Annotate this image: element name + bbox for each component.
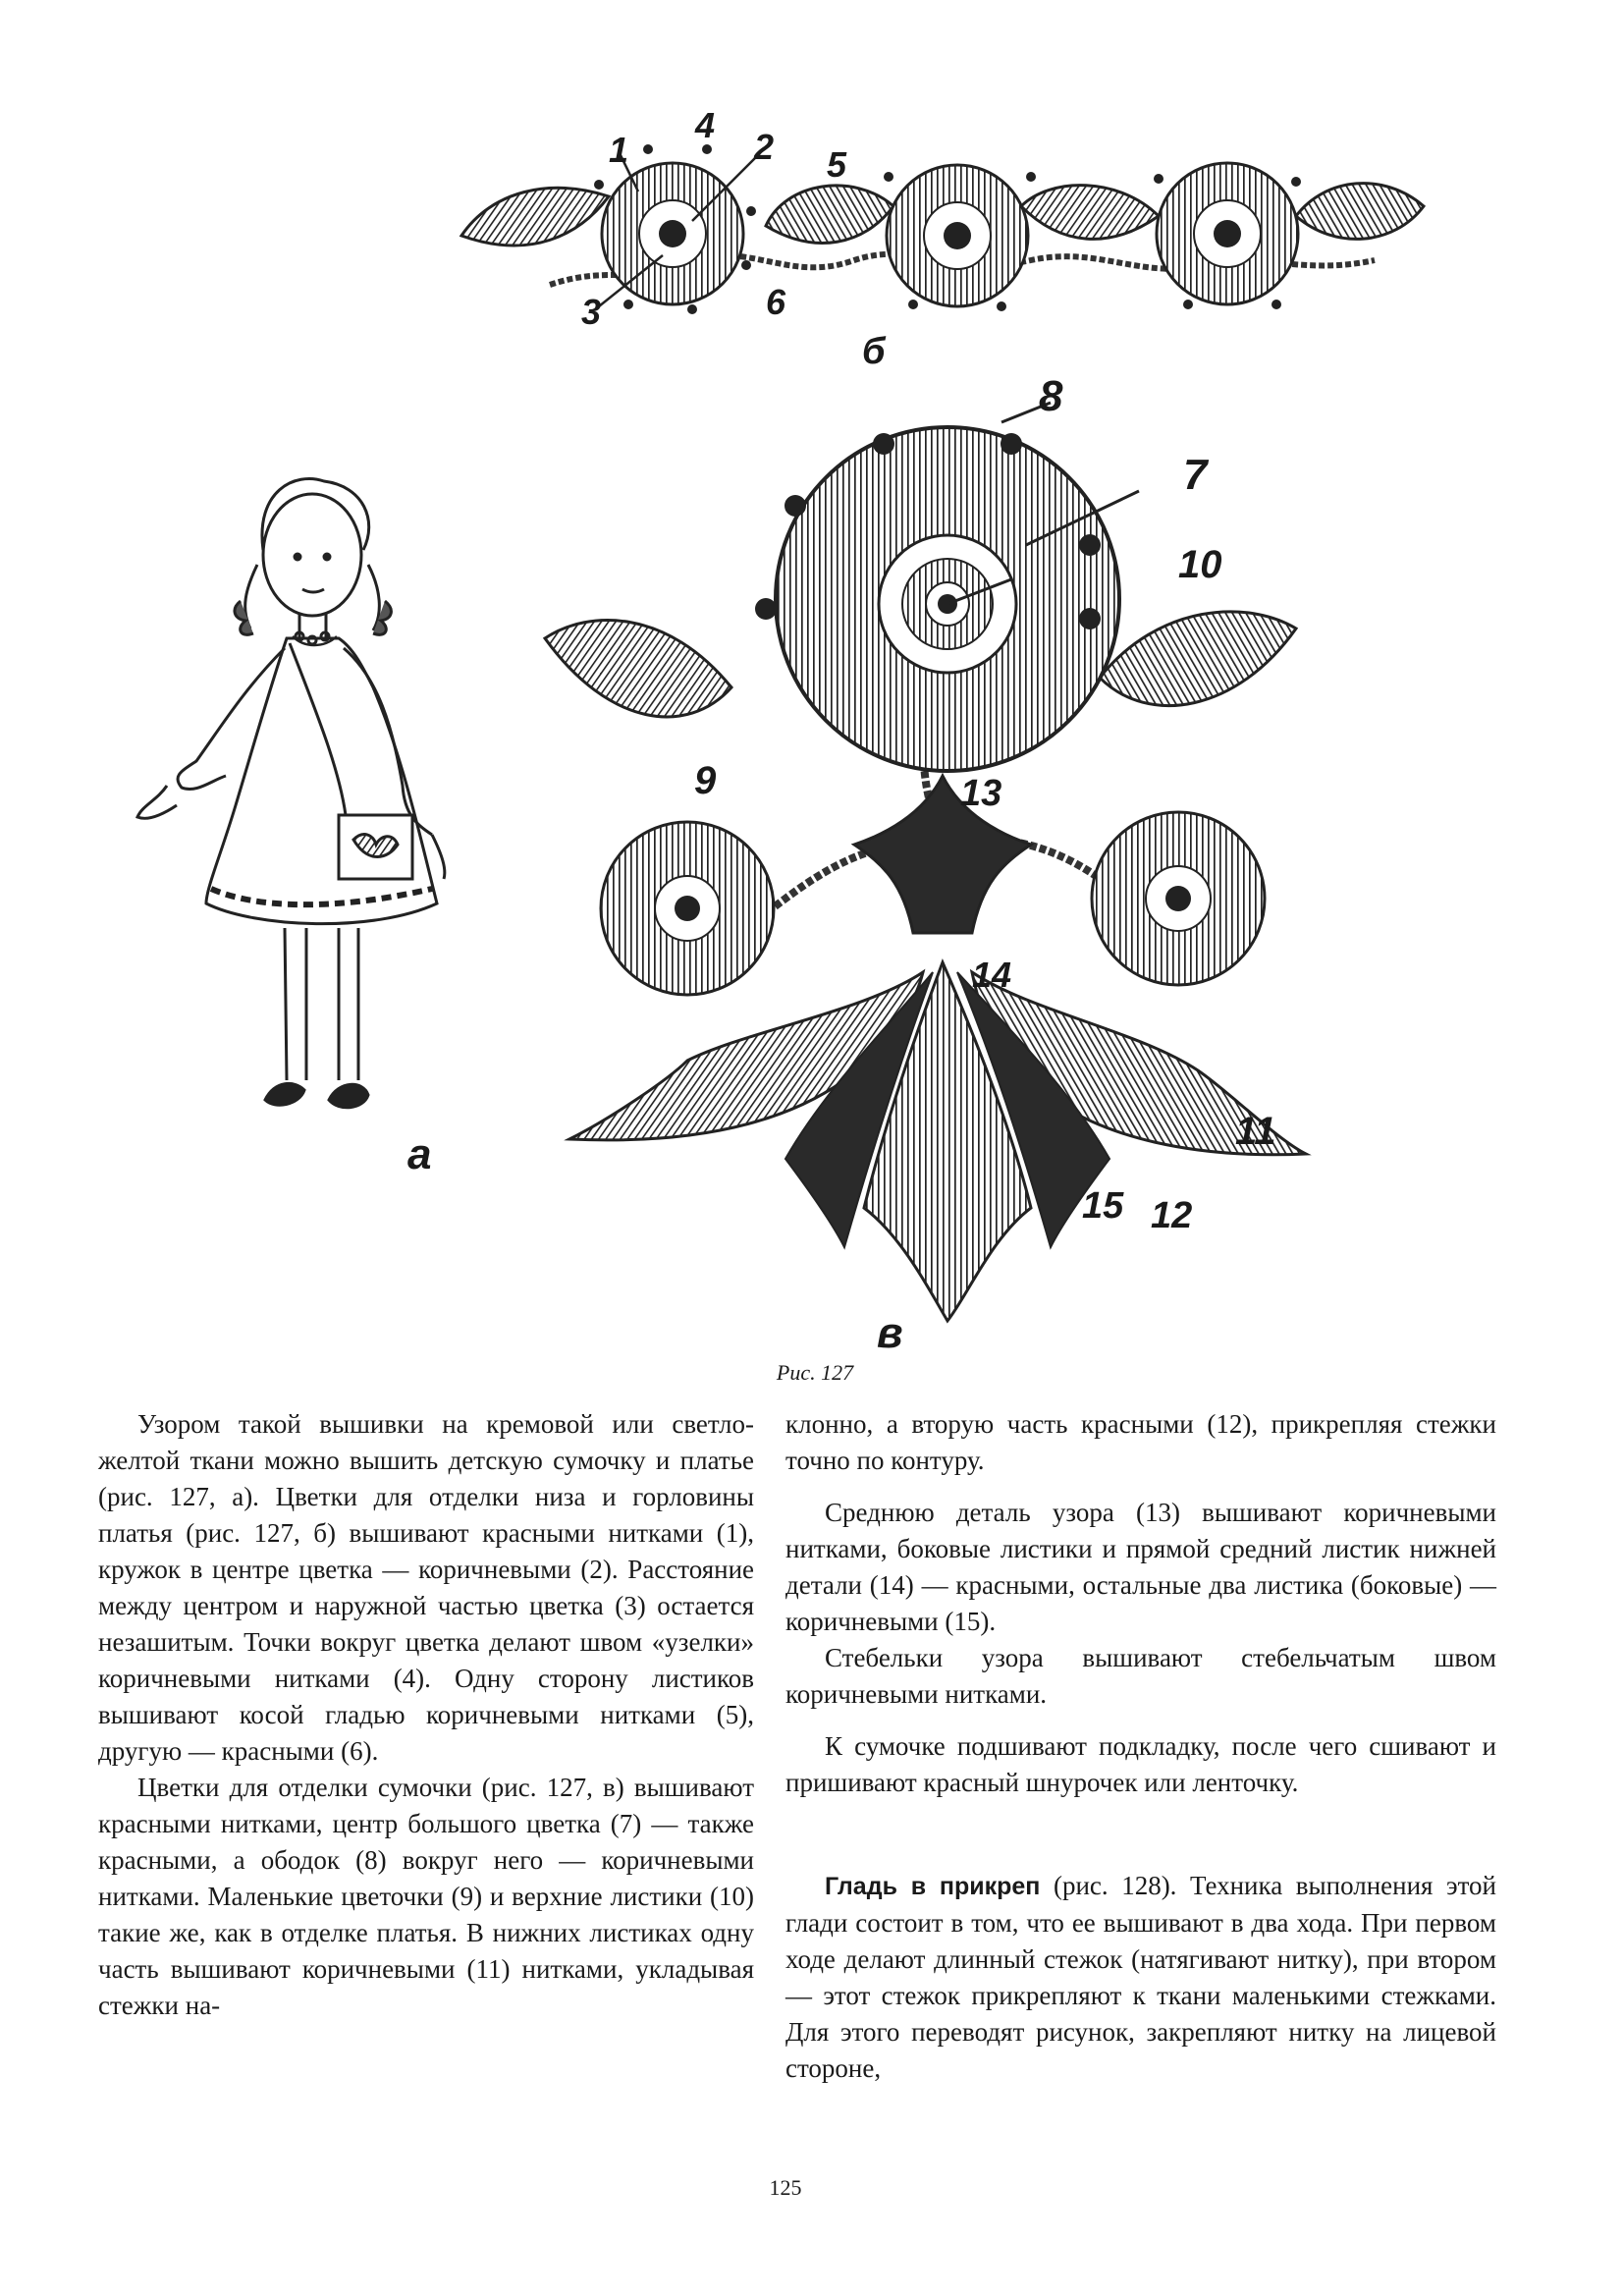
paragraph: клонно, а вторую часть красными (12), прикрепляя стежки точно по контуру. xyxy=(785,1409,1496,1475)
section-paragraph xyxy=(785,1868,1496,2087)
paragraph: Среднюю деталь узора (13) вышивают коричневыми нитками, боковые листики и прямой средний листик нижней детали (14) — красными, остальные два листика (боковые) — коричневыми (15). xyxy=(785,1498,1496,1636)
label-4: 4 xyxy=(695,105,716,145)
label-8: 8 xyxy=(1039,372,1063,420)
bag-motif xyxy=(545,403,1306,1321)
text-column-right xyxy=(785,1406,1496,2087)
border-pattern xyxy=(461,144,1424,314)
label-12: 12 xyxy=(1151,1195,1193,1236)
label-14: 14 xyxy=(972,955,1012,995)
label-11: 11 xyxy=(1235,1110,1276,1153)
label-9: 9 xyxy=(694,759,717,802)
label-1: 1 xyxy=(609,130,629,170)
girl-in-dress xyxy=(137,479,445,1108)
paragraph: Стебельки узора вышивают стебельчатым швом коричневыми нитками. xyxy=(785,1643,1496,1709)
section-heading: Гладь в прикреп xyxy=(825,1873,1041,1900)
label-3: 3 xyxy=(581,292,602,332)
panel-label-v: в xyxy=(877,1309,903,1357)
figure-caption: Рис. 127 xyxy=(776,1360,854,1385)
page-number: 125 xyxy=(769,2175,802,2200)
paragraph: К сумочке подшивают подкладку, после чего сшивают и пришивают красный шнурочек или ленточку. xyxy=(785,1731,1496,1797)
label-7: 7 xyxy=(1183,451,1208,499)
label-6: 6 xyxy=(766,282,786,322)
label-5: 5 xyxy=(827,144,847,185)
paragraph: Цветки для отделки сумочки (рис. 127, в) вышивают красными нитками, центр большого цветка (7) — также красными, а ободок (8) вокруг него — коричневыми нитками. Маленькие цветочки (9) и верхние листики (10) такие же, как в отделке платья. В нижних листиках одну часть вышивают коричневыми (11) нитками, укладывая стежки на- xyxy=(98,1773,754,2020)
label-2: 2 xyxy=(754,127,775,167)
text-column-left xyxy=(98,1406,754,2024)
label-13: 13 xyxy=(960,773,1002,814)
label-10: 10 xyxy=(1178,543,1222,586)
panel-label-a: а xyxy=(407,1130,432,1178)
paragraph: Узором такой вышивки на кремовой или светло-желтой ткани можно вышить детскую сумочку и платье (рис. 127, а). Цветки для отделки низа и горловины платья (рис. 127, б) вышивают красными нитками (1), кружок в центре цветка — коричневыми (2). Расстояние между центром и наружной частью цветка (3) остается незашитым. Точки вокруг цветка делают швом «узелки» коричневыми нитками (4). Одну сторону листиков вышивают косой гладью коричневыми нитками (5), другую — красными (6). xyxy=(98,1409,754,1766)
section-text: (рис. 128). Техника выполнения этой глади состоит в том, что ее вышивают в два хода. При первом ходе делают длинный стежок (натягивают нитку), при втором — этот стежок прикрепляют к ткани маленькими стежками. Для этого переводят рисунок, закрепляют нитку на лицевой стороне, xyxy=(785,1871,1496,2083)
panel-label-b: б xyxy=(862,331,886,372)
label-15: 15 xyxy=(1082,1185,1124,1227)
